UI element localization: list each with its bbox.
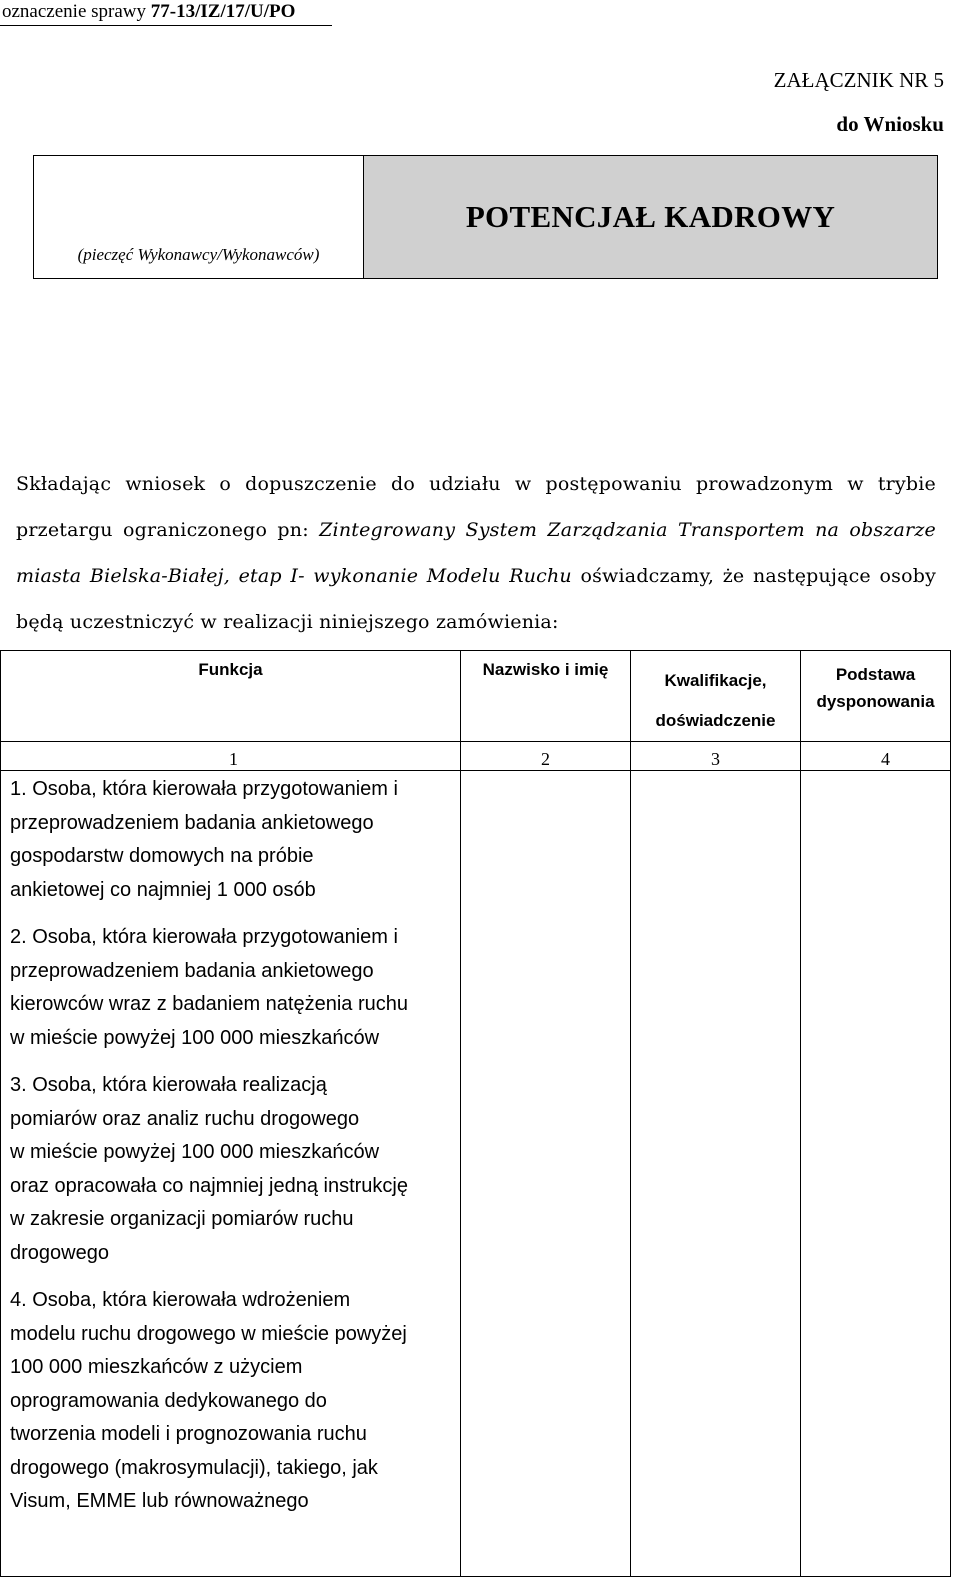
list-item: 1. Osoba, która kierowała przygotowaniem i przeprowadzeniem badania ankietowego gospodarstw domowych na próbie ankietowej co najmniej 1 000 osób	[10, 778, 398, 901]
document-title: POTENCJAŁ KADROWY	[465, 199, 836, 234]
column-number: 1	[1, 742, 461, 771]
annex-heading	[774, 58, 944, 146]
staff-table	[0, 650, 951, 1577]
funkcja-cell	[1, 771, 461, 1577]
column-number-row	[1, 742, 951, 771]
table-row	[1, 771, 951, 1577]
intro-part2: oświadczamy, że następujące osoby będą uczestniczyć w realizacji niniejszego zamówienia:	[16, 565, 937, 633]
case-reference-label: oznaczenie sprawy	[2, 1, 151, 22]
nazwisko-cell[interactable]	[461, 771, 631, 1577]
case-reference	[0, 0, 332, 26]
annex-number: ZAŁĄCZNIK NR 5	[773, 68, 944, 92]
header-podstawa: Podstawa dysponowania	[801, 651, 951, 742]
header-nazwisko: Nazwisko i imię	[461, 651, 631, 742]
stamp-area	[34, 156, 364, 278]
stamp-title-box	[33, 155, 938, 279]
kwalifikacje-cell[interactable]	[631, 771, 801, 1577]
column-number: 3	[631, 742, 801, 771]
intro-paragraph	[16, 461, 936, 645]
intro-part1: Składając wniosek o dopuszczenie do udziału w postępowaniu prowadzonym w trybie przetargu ograniczonego pn:	[16, 473, 936, 541]
column-number: 4	[801, 742, 951, 771]
document-title-cell	[364, 156, 937, 278]
header-kwalifikacje: Kwalifikacje, doświadczenie	[631, 651, 801, 742]
column-number: 2	[461, 742, 631, 771]
list-item: 2. Osoba, która kierowała przygotowaniem i przeprowadzeniem badania ankietowego kierowców wraz z badaniem natężenia ruchu w mieście powyżej 100 000 mieszkańców	[10, 926, 408, 1049]
project-name: Zintegrowany System Zarządzania Transportem na obszarze miasta Bielska-Białej, etap I- wykonanie Modelu Ruchu	[16, 519, 936, 587]
stamp-label: (pieczęć Wykonawcy/Wykonawców)	[77, 245, 320, 264]
list-item: 4. Osoba, która kierowała wdrożeniem modelu ruchu drogowego w mieście powyżej 100 000 mieszkańców z użyciem oprogramowania dedykowanego do tworzenia modeli i prognozowania ruchu drogowego (makrosymulacji), takiego, jak Visum, EMME lub równoważnego	[10, 1289, 407, 1512]
header-funkcja: Funkcja	[1, 651, 461, 742]
case-number: 77-13/IZ/17/U/PO	[150, 1, 296, 22]
podstawa-cell[interactable]	[801, 771, 951, 1577]
table-header-row	[1, 651, 951, 742]
list-item: 3. Osoba, która kierowała realizacją pomiarów oraz analiz ruchu drogowego w mieście powyżej 100 000 mieszkańców oraz opracowała co najmniej jedną instrukcję w zakresie organizacji pomiarów ruchu drogowego	[10, 1074, 408, 1264]
annex-subtitle: do Wniosku	[836, 112, 944, 136]
